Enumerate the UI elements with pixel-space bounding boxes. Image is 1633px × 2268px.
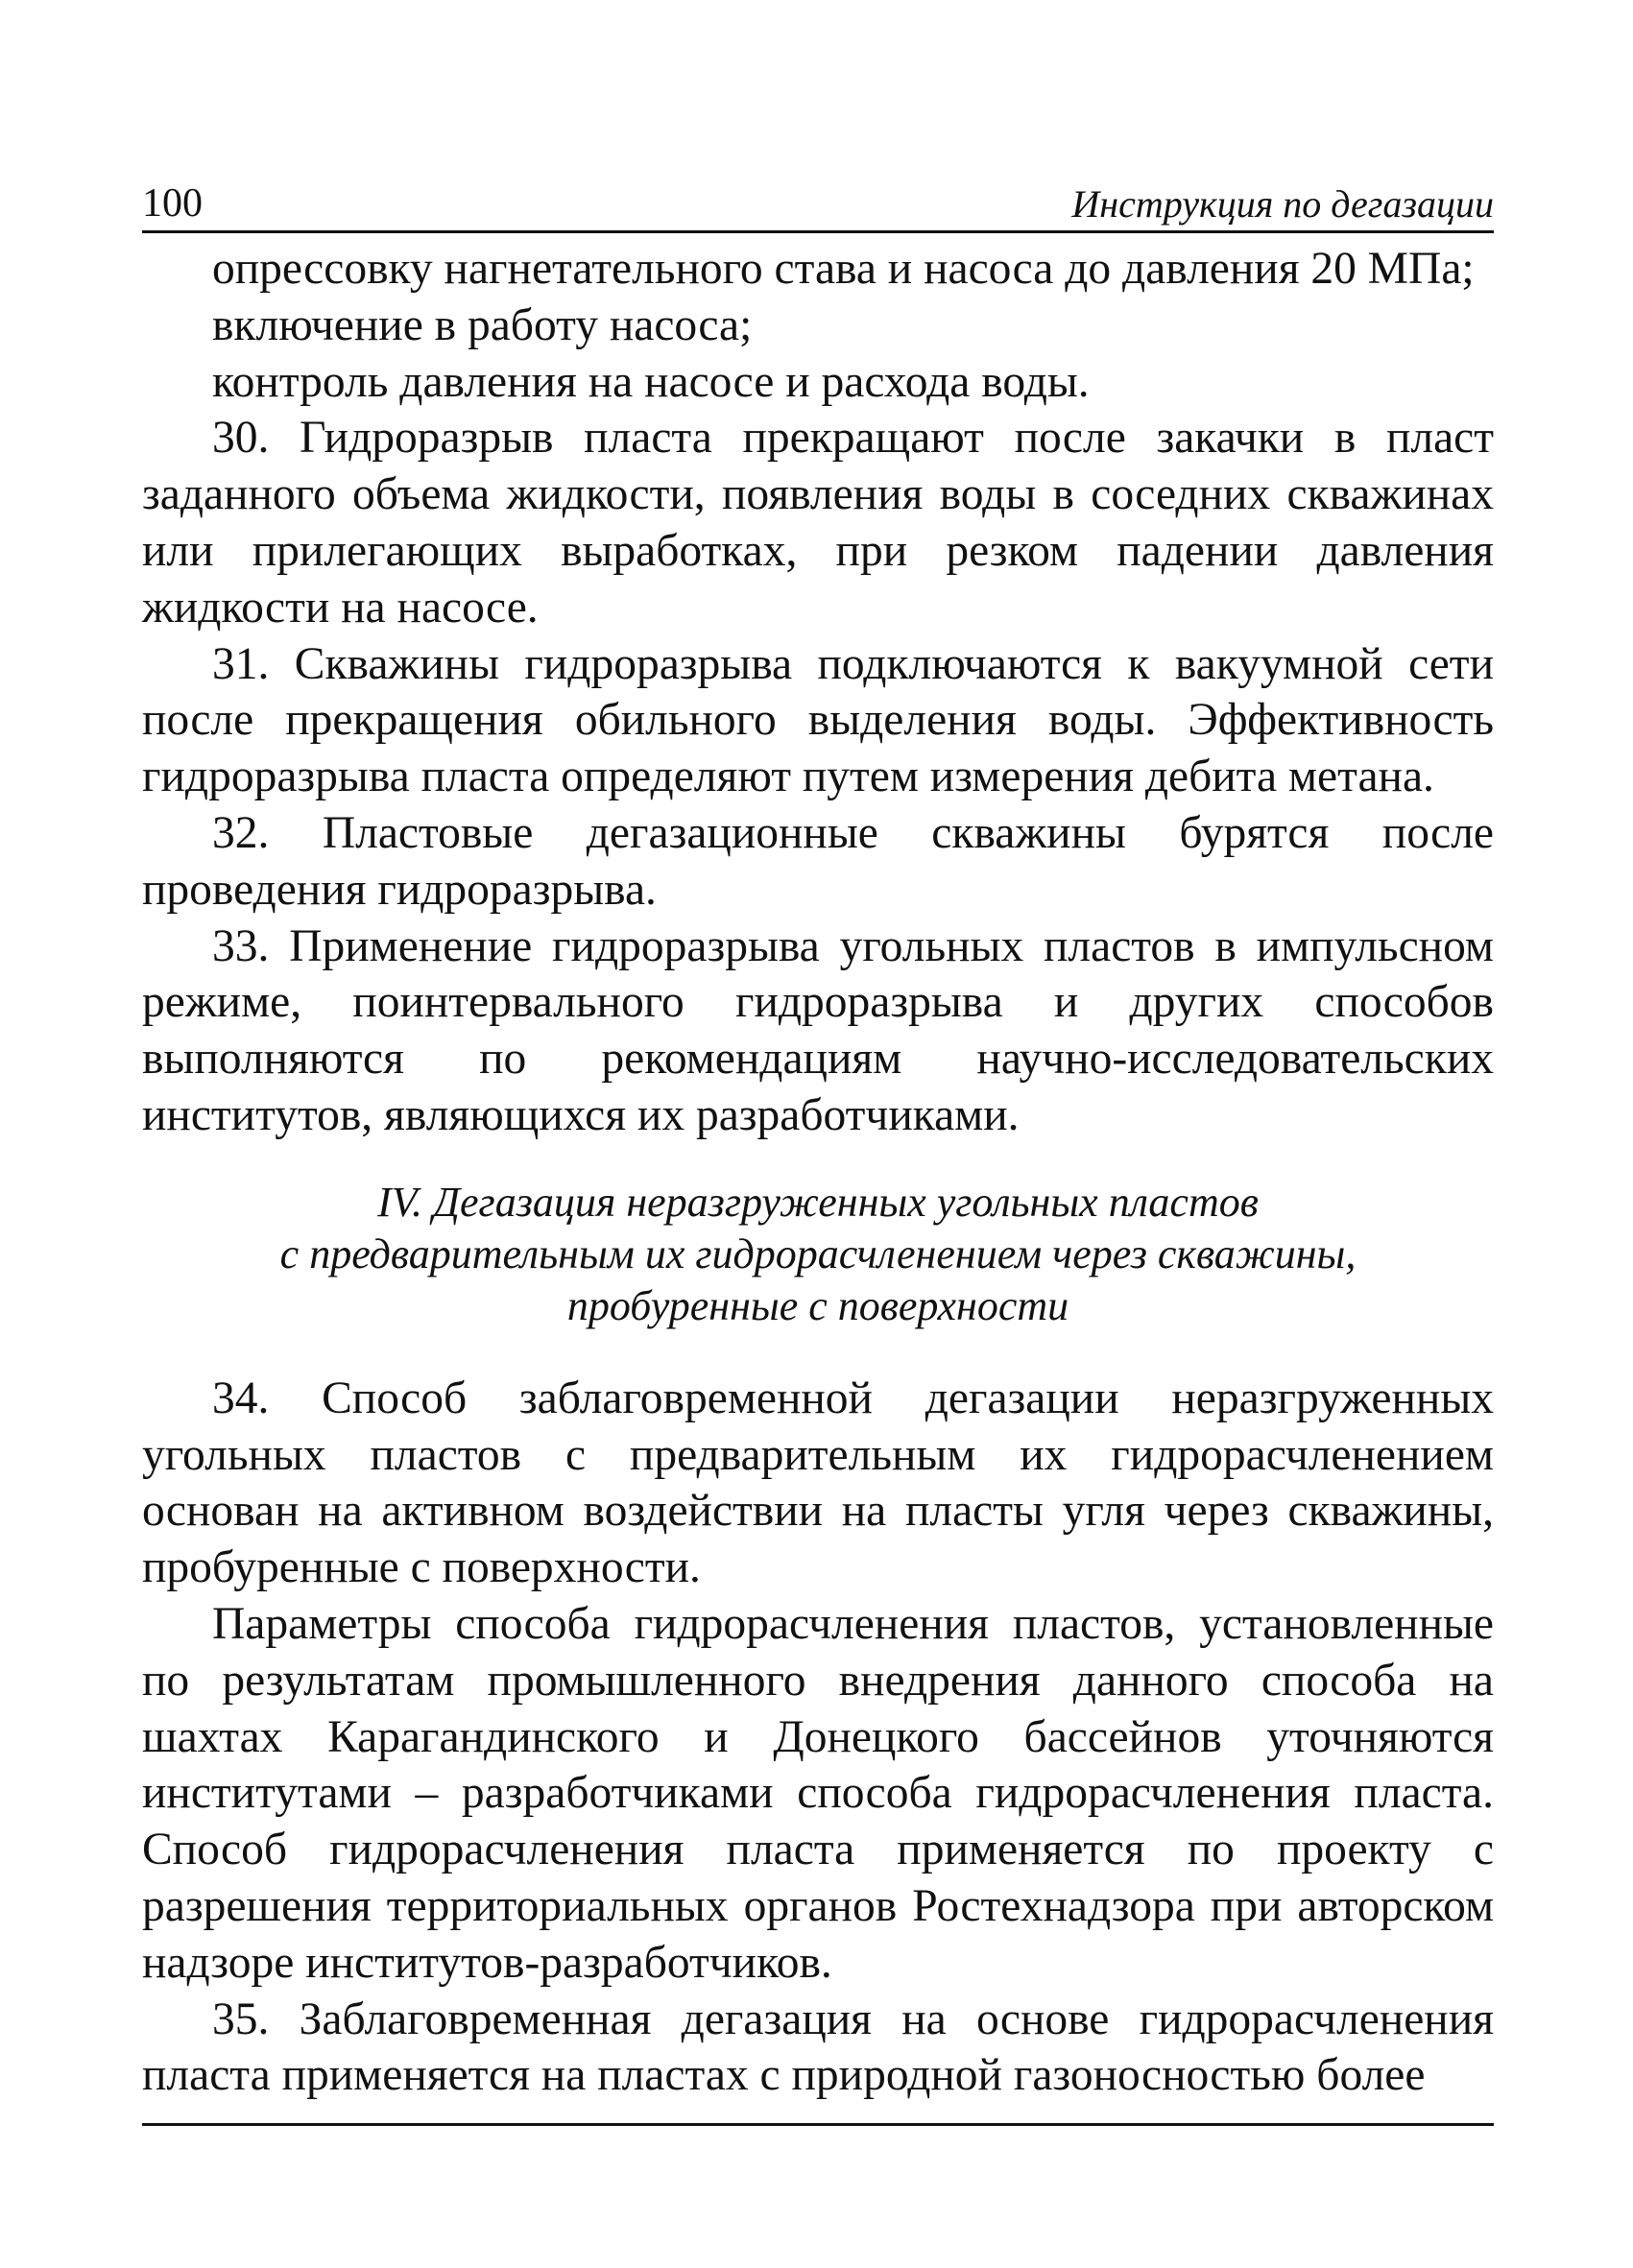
list-item-pump-start: включение в работу насоса;: [212, 299, 753, 350]
page-header: [142, 173, 1494, 233]
paragraph-35: 35. Заблаговременная дегазация на основе гидрорасчленения пласта применяется на пластах с природной газоносностью более: [142, 1993, 1494, 2101]
section-heading-line-1: IV. Дегазация неразгруженных угольных пластов: [377, 1178, 1259, 1226]
running-title: Инструкция по дегазации: [1071, 182, 1494, 226]
footer-rule: [142, 2123, 1494, 2126]
section-heading-line-3: пробуренные с поверхности: [566, 1281, 1069, 1329]
list-item-pressure-control: контроль давления на насосе и расхода воды.: [212, 356, 1090, 407]
list-item-pressure-test: опрессовку нагнетательного става и насоса до давления 20 МПа;: [212, 244, 1475, 294]
document-body: [142, 241, 1494, 2104]
paragraph-parameters: Параметры способа гидрорасчленения пластов, установленные по результатам промышленного внедрения данного способа на шахтах Карагандинского и Донецкого бассейнов уточняются институтами – разработчиками способа гидрорасчленения пласта. Способ гидрорасчленения пласта применяется по проекту с разрешения территориальных органов Ростехнадзора при авторском надзоре институтов-разработчиков.: [142, 1598, 1494, 1988]
paragraph-32: 32. Пластовые дегазационные скважины бурятся после проведения гидроразрыва.: [142, 807, 1494, 915]
section-heading: [142, 1177, 1494, 1332]
paragraph-34: 34. Способ заблаговременной дегазации неразгруженных угольных пластов с предварительным их гидрорасчленением основан на активном воздействии на пласты угля через скважины, пробуренные с поверхности.: [142, 1373, 1494, 1593]
paragraph-30: 30. Гидроразрыв пласта прекращают после закачки в пласт заданного объема жидкости, появления воды в соседних скважинах или прилегающих выработках, при резком падении давления жидкости на насосе.: [142, 413, 1494, 633]
page-number: 100: [142, 181, 203, 226]
paragraph-31: 31. Скважины гидроразрыва подключаются к вакуумной сети после прекращения обильного выделения воды. Эффективность гидроразрыва пласта определяют путем измерения дебита метана.: [142, 638, 1494, 802]
section-heading-line-2: с предварительным их гидрорасчленением через скважины,: [279, 1229, 1357, 1277]
paragraph-33: 33. Применение гидроразрыва угольных пластов в импульсном режиме, поинтервального гидроразрыва и других способов выполняются по рекомендациям научно-исследовательских институтов, являющихся их разработчиками.: [142, 920, 1494, 1140]
document-page: [142, 173, 1494, 2104]
